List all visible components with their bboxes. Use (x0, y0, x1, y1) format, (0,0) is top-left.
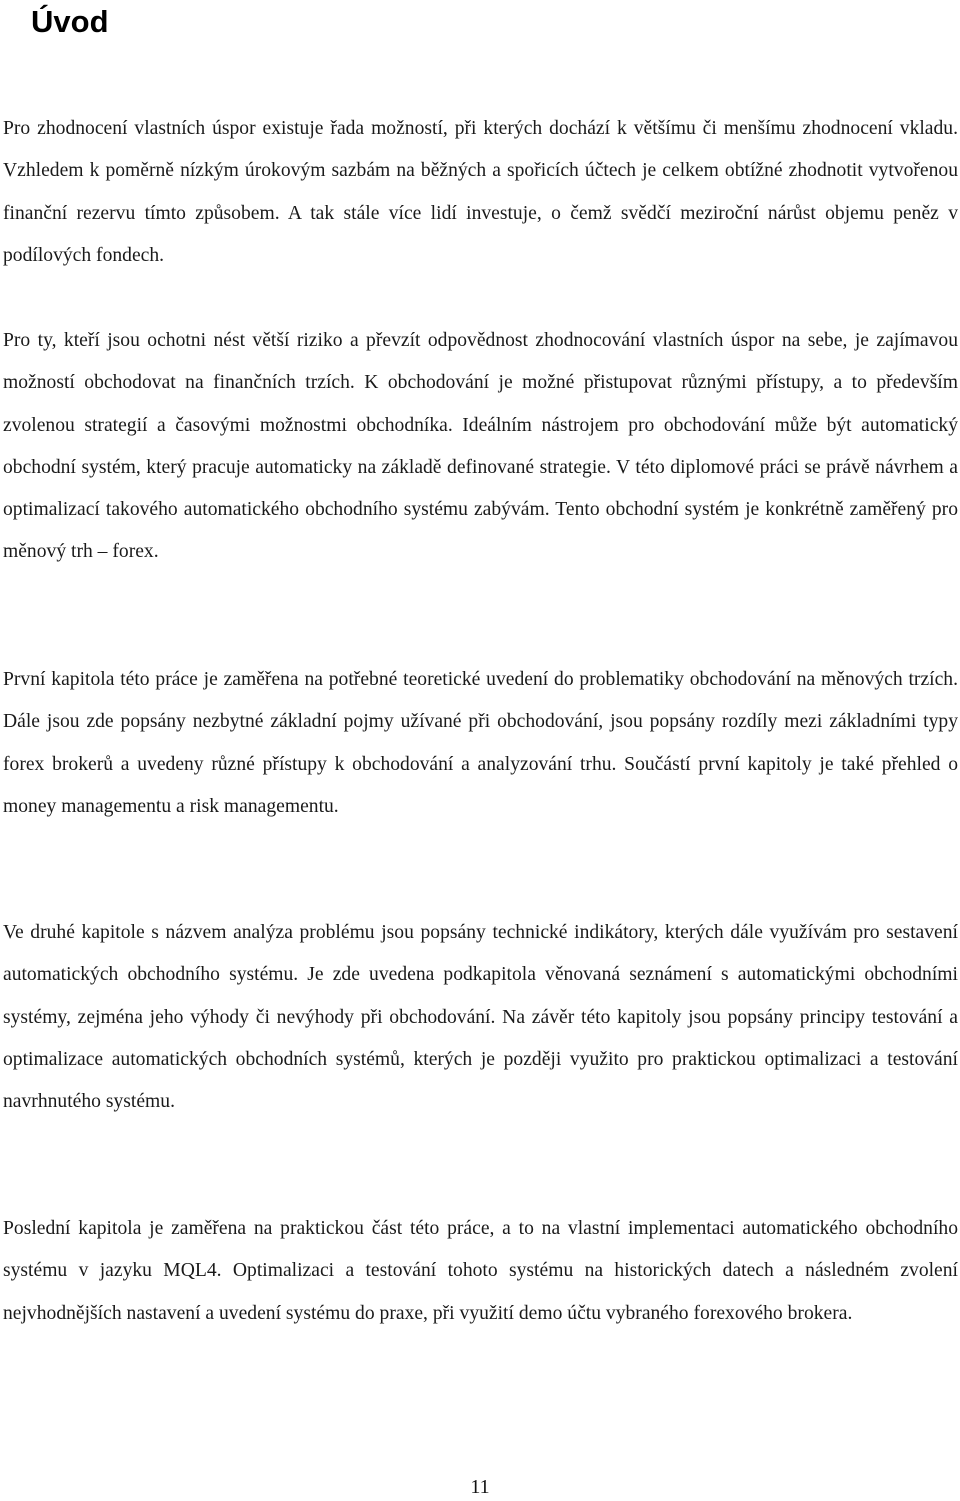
paragraph-trading-motivation: Pro ty, kteří jsou ochotni nést větší riziko a převzít odpovědnost zhodnocování vlastních úspor na sebe, je zajímavou možností obchodovat na finančních trzích. K obchodování je možné přistupovat různými přístupy, a to především zvolenou strategií a časovými možnostmi obchodníka. Ideálním nástrojem pro obchodování může být automatický obchodní systém, který pracuje automaticky na základě definované strategie. V této diplomové práci se právě návrhem a optimalizací takového automatického obchodního systému zabývám. Tento obchodní systém je konkrétně zaměřený pro měnový trh – forex. (3, 330, 958, 563)
page-heading: Úvod (31, 4, 109, 39)
paragraph-last-chapter: Poslední kapitola je zaměřena na praktickou část této práce, a to na vlastní implementaci automatického obchodního systému v jazyku MQL4. Optimalizaci a testování tohoto systému na historických datech a následném zvolení nejvhodnějších nastavení a uvedení systému do praxe, při využití demo účtu vybraného forexového brokera. (3, 1218, 958, 1324)
page-number: 11 (470, 1476, 490, 1498)
paragraph-intro: Pro zhodnocení vlastních úspor existuje řada možností, při kterých dochází k většímu či menšímu zhodnocení vkladu. Vzhledem k poměrně nízkým úrokovým sazbám na běžných a spořicích účtech je celkem obtížné zhodnotit vytvořenou finanční rezervu tímto způsobem. A tak stále více lidí investuje, o čemž svědčí meziroční nárůst objemu peněz v podílových fondech. (3, 118, 958, 266)
paragraph-first-chapter: První kapitola této práce je zaměřena na potřebné teoretické uvedení do problematiky obchodování na měnových trzích. Dále jsou zde popsány nezbytné základní pojmy užívané při obchodování, jsou popsány rozdíly mezi základními typy forex brokerů a uvedeny různé přístupy k obchodování a analyzování trhu. Součástí první kapitoly je také přehled o money managementu a risk managementu. (3, 669, 958, 817)
paragraph-second-chapter: Ve druhé kapitole s názvem analýza problému jsou popsány technické indikátory, kterých dále využívám pro sestavení automatických obchodního systému. Je zde uvedena podkapitola věnovaná seznámení s automatickými obchodními systémy, zejména jeho výhody či nevýhody při obchodování. Na závěr této kapitoly jsou popsány principy testování a optimalizace automatických obchodních systémů, kterých je později využito pro praktickou optimalizaci a testování navrhnutého systému. (3, 922, 958, 1113)
